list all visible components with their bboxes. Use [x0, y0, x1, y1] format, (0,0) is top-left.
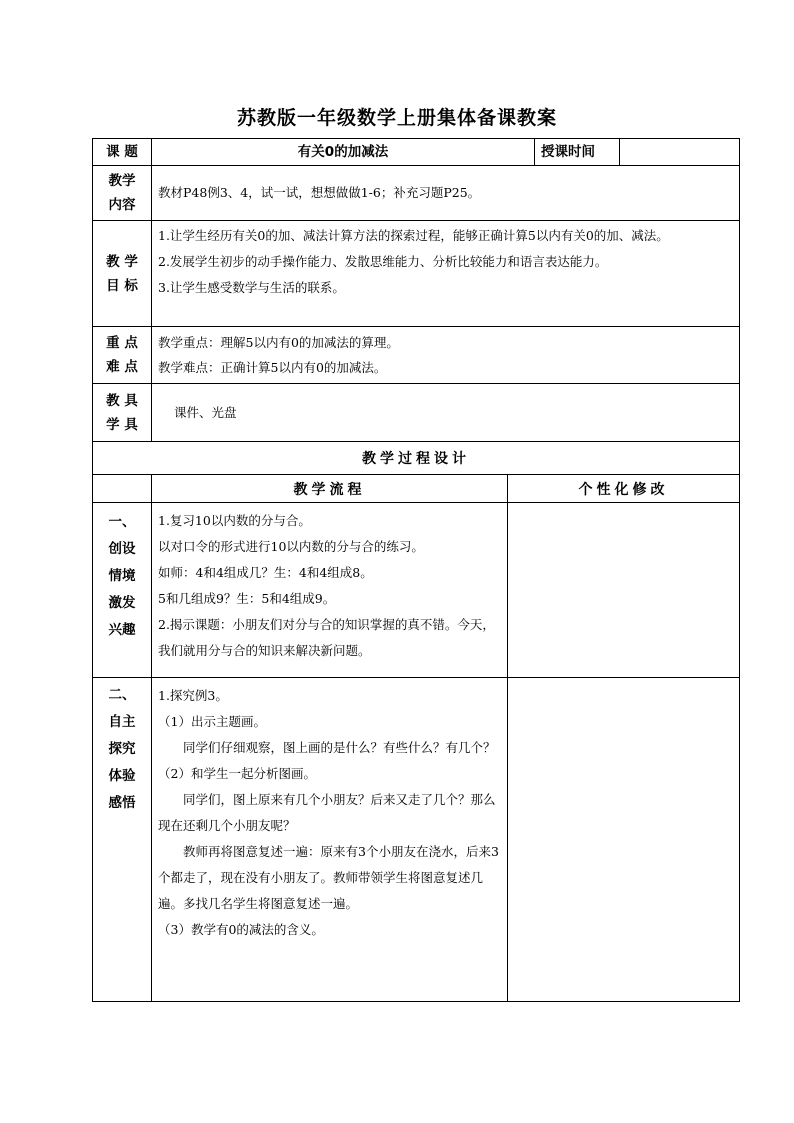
teaching-time-value-cell: [619, 138, 740, 166]
modify-header-cell: [507, 474, 740, 503]
process-heading: 教学过程设计: [362, 451, 470, 467]
section1-label-4: 激发: [108, 595, 136, 611]
content-text: 教材P48例3、4，试一试，想想做做1-6；补充习题P25。: [158, 185, 481, 200]
topic-value: 有关0的加减法: [297, 144, 389, 160]
tools-label-line2: 学 具: [106, 416, 138, 433]
keypoint-line-2: 教学难点：正确计算5以内有0的加减法。: [158, 360, 387, 375]
content-label-line1: 教学: [108, 173, 136, 189]
goal-line-1: 1.让学生经历有关0的加、减法计算方法的探索过程，能够正确计算5以内有关0的加、减法。: [158, 228, 669, 243]
section2-line-6: 教师再将图意复述一遍：原来有3个小朋友在浇水，后来3个都走了，现在没有小朋友了。教师带领学生将图意复述几遍。多找几名学生将图意复述一遍。: [158, 844, 499, 911]
section2-line-7: （3）教学有0的减法的含义。: [158, 922, 324, 937]
goals-label-cell: [92, 220, 152, 327]
goals-text-cell: [151, 220, 740, 327]
section2-label-2: 自主: [108, 714, 136, 730]
section2-label-cell: [92, 677, 152, 1002]
section1-line-2: 以对口令的形式进行10以内数的分与合的练习。: [158, 539, 424, 554]
goal-line-3: 3.让学生感受数学与生活的联系。: [158, 280, 345, 295]
content-label-line2: 内容: [108, 197, 136, 213]
section2-label-1: 二、: [108, 687, 136, 703]
section2-label-5: 感悟: [108, 795, 136, 811]
modify-header: 个性化修改: [578, 481, 669, 498]
section1-line-4: 5和几组成9？生：5和4组成9。: [158, 591, 336, 606]
keypoints-text-cell: [151, 326, 740, 384]
goals-label-line2: 目 标: [106, 277, 138, 294]
blank-header-cell: [92, 474, 152, 503]
teaching-time-label-cell: [534, 138, 620, 166]
tools-label-line1: 教 具: [106, 392, 138, 409]
keypoints-label-cell: [92, 326, 152, 384]
keypoints-label-line2: 难 点: [106, 359, 138, 375]
topic-label-cell: [92, 138, 152, 166]
section1-text-cell: [151, 502, 508, 678]
topic-value-cell: [151, 138, 535, 166]
section1-modify-cell: [507, 502, 740, 678]
section2-label-3: 探究: [108, 741, 136, 757]
content-label-cell: [92, 165, 152, 221]
section1-label-cell: [92, 502, 152, 678]
goals-label-line1: 教 学: [106, 253, 138, 270]
section2-label-4: 体验: [108, 768, 136, 784]
flow-header-cell: [151, 474, 508, 503]
section2-text-cell: [151, 677, 508, 1002]
topic-label: 课 题: [106, 144, 138, 160]
teaching-time-label: 授课时间: [541, 144, 595, 160]
section1-label-1: 一、: [108, 514, 136, 530]
document-title: 苏教版一年级数学上册集体备课教案: [236, 107, 557, 129]
section2-line-4: （2）和学生一起分析图画。: [158, 766, 316, 781]
section2-line-3: 同学们仔细观察，图上画的是什么？有些什么？有几个？: [183, 740, 496, 755]
goal-line-2: 2.发展学生初步的动手操作能力、发散思维能力、分析比较能力和语言表达能力。: [158, 254, 608, 269]
section2-line-5: 同学们，图上原来有几个小朋友？后来又走了几个？那么现在还剩几个小朋友呢？: [158, 792, 496, 833]
keypoints-label-line1: 重 点: [106, 335, 138, 351]
section2-modify-cell: [507, 677, 740, 1002]
section1-line-1: 1.复习10以内数的分与合。: [158, 513, 311, 528]
section2-line-1: 1.探究例3。: [158, 688, 228, 703]
tools-label-cell: [92, 383, 152, 442]
keypoint-line-1: 教学重点：理解5以内有0的加减法的算理。: [158, 335, 399, 350]
flow-header: 教学流程: [293, 481, 366, 498]
content-text-cell: [151, 165, 740, 221]
section2-line-2: （1）出示主题画。: [158, 714, 266, 729]
section1-label-3: 情境: [108, 568, 136, 584]
section1-line-3: 如师：4和4组成几？生：4和4组成8。: [158, 565, 373, 580]
section1-line-5: 2.揭示课题：小朋友们对分与合的知识掌握的真不错。今天，我们就用分与合的知识来解决新问题。: [158, 617, 495, 658]
process-heading-cell: [92, 441, 740, 475]
tools-text-cell: [151, 383, 740, 442]
tools-text: 课件、光盘: [174, 404, 237, 420]
section1-label-5: 兴趣: [108, 622, 136, 638]
section1-label-2: 创设: [108, 541, 136, 557]
